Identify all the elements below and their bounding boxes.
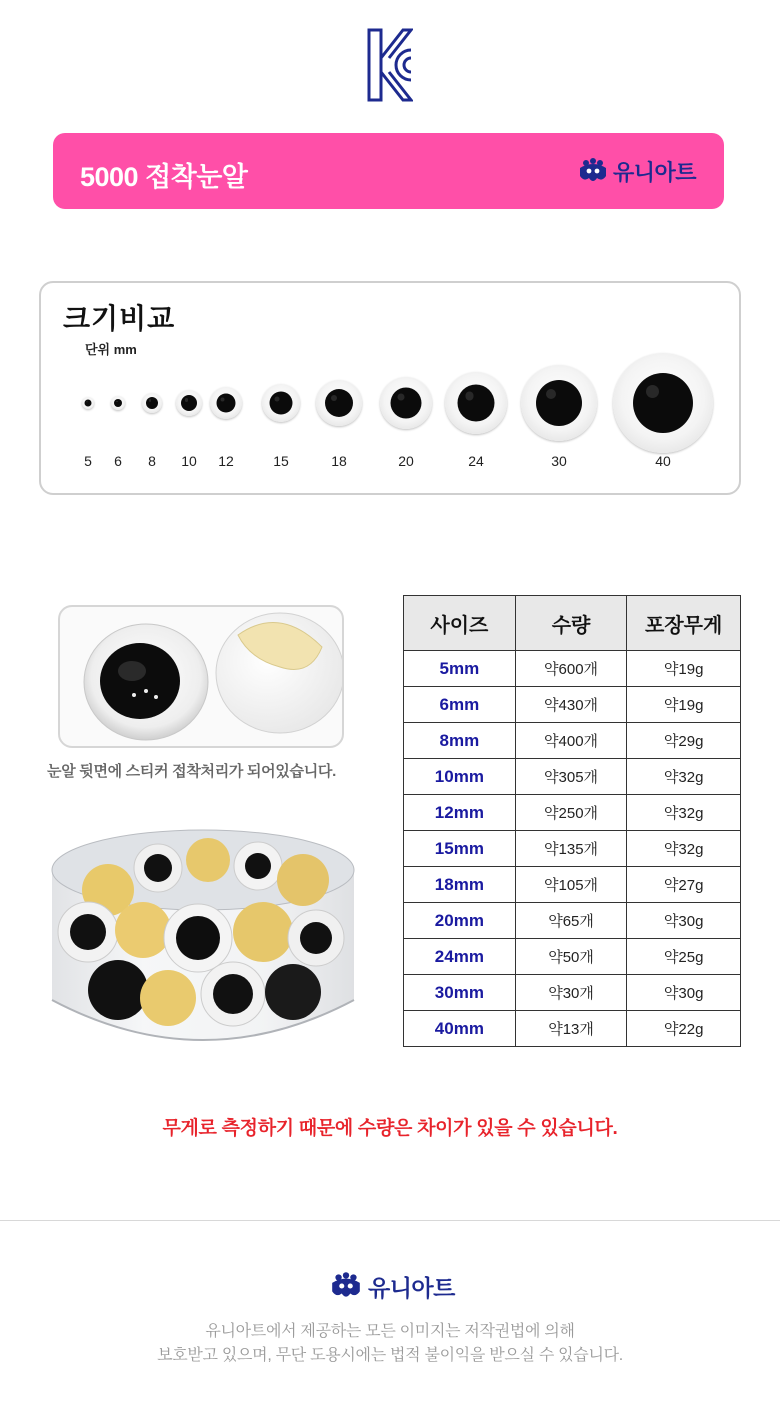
table-row bbox=[404, 903, 741, 939]
eye-size-label: 12 bbox=[218, 453, 234, 469]
size-cell: 6mm bbox=[404, 687, 516, 723]
product-title: 5000 접착눈알 bbox=[80, 162, 248, 192]
brand-logo bbox=[577, 156, 696, 186]
weight-cell: 약22g bbox=[627, 1011, 741, 1047]
eye-pupil bbox=[458, 385, 495, 422]
eye-size-label: 6 bbox=[114, 453, 122, 469]
size-cell: 24mm bbox=[404, 939, 516, 975]
weight-cell: 약25g bbox=[627, 939, 741, 975]
photo-caption: 눈알 뒷면에 스티커 접착처리가 되어있습니다. bbox=[47, 763, 336, 780]
table-row bbox=[404, 759, 741, 795]
weight-cell: 약32g bbox=[627, 759, 741, 795]
size-cell: 5mm bbox=[404, 651, 516, 687]
eye-pupil bbox=[325, 389, 353, 417]
quantity-cell: 약65개 bbox=[515, 903, 627, 939]
table-row bbox=[404, 795, 741, 831]
weight-cell: 약29g bbox=[627, 723, 741, 759]
weight-cell: 약32g bbox=[627, 795, 741, 831]
footer-brand-name: 유니아트 bbox=[368, 1274, 455, 1301]
eye-size-8 bbox=[142, 393, 162, 413]
container-photo bbox=[48, 820, 358, 1058]
quantity-cell: 약250개 bbox=[515, 795, 627, 831]
weight-cell: 약27g bbox=[627, 867, 741, 903]
size-unit-label: 단위 mm bbox=[85, 342, 137, 357]
quantity-cell: 약600개 bbox=[515, 651, 627, 687]
table-row bbox=[404, 939, 741, 975]
size-comparison-title: 크기비교 bbox=[63, 303, 176, 334]
eye-size-label: 24 bbox=[468, 453, 484, 469]
header-quantity: 수량 bbox=[515, 596, 627, 651]
eye-size-label: 8 bbox=[148, 453, 156, 469]
eye-size-label: 18 bbox=[331, 453, 347, 469]
weight-cell: 약32g bbox=[627, 831, 741, 867]
eye-size-18 bbox=[316, 380, 362, 426]
eye-pupil bbox=[181, 395, 197, 411]
table-header-row bbox=[404, 596, 741, 651]
size-cell: 20mm bbox=[404, 903, 516, 939]
weight-cell: 약30g bbox=[627, 975, 741, 1011]
eye-size-20 bbox=[380, 377, 432, 429]
copyright-line-2: 보호받고 있으며, 무단 도용시에는 법적 불이익을 받으실 수 있습니다. bbox=[157, 1347, 623, 1364]
eye-size-label: 5 bbox=[84, 453, 92, 469]
uniart-logo-icon bbox=[329, 1272, 363, 1300]
eye-size-5 bbox=[82, 397, 94, 409]
size-cell: 18mm bbox=[404, 867, 516, 903]
eye-pupil bbox=[270, 392, 293, 415]
eye-size-15 bbox=[262, 384, 300, 422]
eye-pupil bbox=[114, 399, 122, 407]
brand-name: 유니아트 bbox=[612, 159, 696, 185]
eye-size-10 bbox=[176, 390, 202, 416]
size-cell: 30mm bbox=[404, 975, 516, 1011]
eye-size-label: 10 bbox=[181, 453, 197, 469]
eye-size-label: 30 bbox=[551, 453, 567, 469]
eye-pupil bbox=[217, 394, 236, 413]
eye-size-12 bbox=[210, 387, 242, 419]
table-row bbox=[404, 687, 741, 723]
copyright-line-1: 유니아트에서 제공하는 모든 이미지는 저작권법에 의해 bbox=[205, 1323, 575, 1340]
eye-pupil bbox=[85, 400, 92, 407]
eye-pupil bbox=[633, 373, 693, 433]
size-cell: 40mm bbox=[404, 1011, 516, 1047]
size-cell: 8mm bbox=[404, 723, 516, 759]
weight-cell: 약19g bbox=[627, 651, 741, 687]
size-cell: 10mm bbox=[404, 759, 516, 795]
quantity-cell: 약135개 bbox=[515, 831, 627, 867]
table-row bbox=[404, 723, 741, 759]
eye-size-label: 20 bbox=[398, 453, 414, 469]
eye-size-30 bbox=[521, 365, 597, 441]
quantity-cell: 약400개 bbox=[515, 723, 627, 759]
quantity-notice: 무게로 측정하기 때문에 수량은 차이가 있을 수 있습니다. bbox=[162, 1118, 618, 1139]
eye-size-label: 15 bbox=[273, 453, 289, 469]
uniart-logo-icon bbox=[577, 158, 609, 184]
quantity-cell: 약13개 bbox=[515, 1011, 627, 1047]
table-row bbox=[404, 831, 741, 867]
quantity-cell: 약305개 bbox=[515, 759, 627, 795]
quantity-cell: 약105개 bbox=[515, 867, 627, 903]
weight-cell: 약30g bbox=[627, 903, 741, 939]
quantity-cell: 약50개 bbox=[515, 939, 627, 975]
spec-table bbox=[403, 595, 741, 1047]
quantity-cell: 약30개 bbox=[515, 975, 627, 1011]
eye-front-back-photo bbox=[58, 605, 344, 748]
table-row bbox=[404, 867, 741, 903]
eye-pupil bbox=[146, 397, 158, 409]
weight-cell: 약19g bbox=[627, 687, 741, 723]
header-weight: 포장무게 bbox=[627, 596, 741, 651]
eye-size-40 bbox=[613, 353, 713, 453]
quantity-cell: 약430개 bbox=[515, 687, 627, 723]
kc-certification-icon bbox=[367, 28, 413, 102]
header-size: 사이즈 bbox=[404, 596, 516, 651]
footer-divider bbox=[0, 1220, 780, 1221]
table-row bbox=[404, 975, 741, 1011]
size-comparison-box bbox=[39, 281, 741, 495]
product-title-bar bbox=[53, 133, 724, 209]
eye-size-6 bbox=[111, 396, 125, 410]
eye-size-label: 40 bbox=[655, 453, 671, 469]
table-row bbox=[404, 651, 741, 687]
eye-pupil bbox=[391, 388, 422, 419]
size-cell: 15mm bbox=[404, 831, 516, 867]
table-row bbox=[404, 1011, 741, 1047]
eye-pupil bbox=[536, 380, 582, 426]
eye-size-24 bbox=[445, 372, 507, 434]
footer-brand-logo bbox=[329, 1270, 455, 1302]
size-cell: 12mm bbox=[404, 795, 516, 831]
